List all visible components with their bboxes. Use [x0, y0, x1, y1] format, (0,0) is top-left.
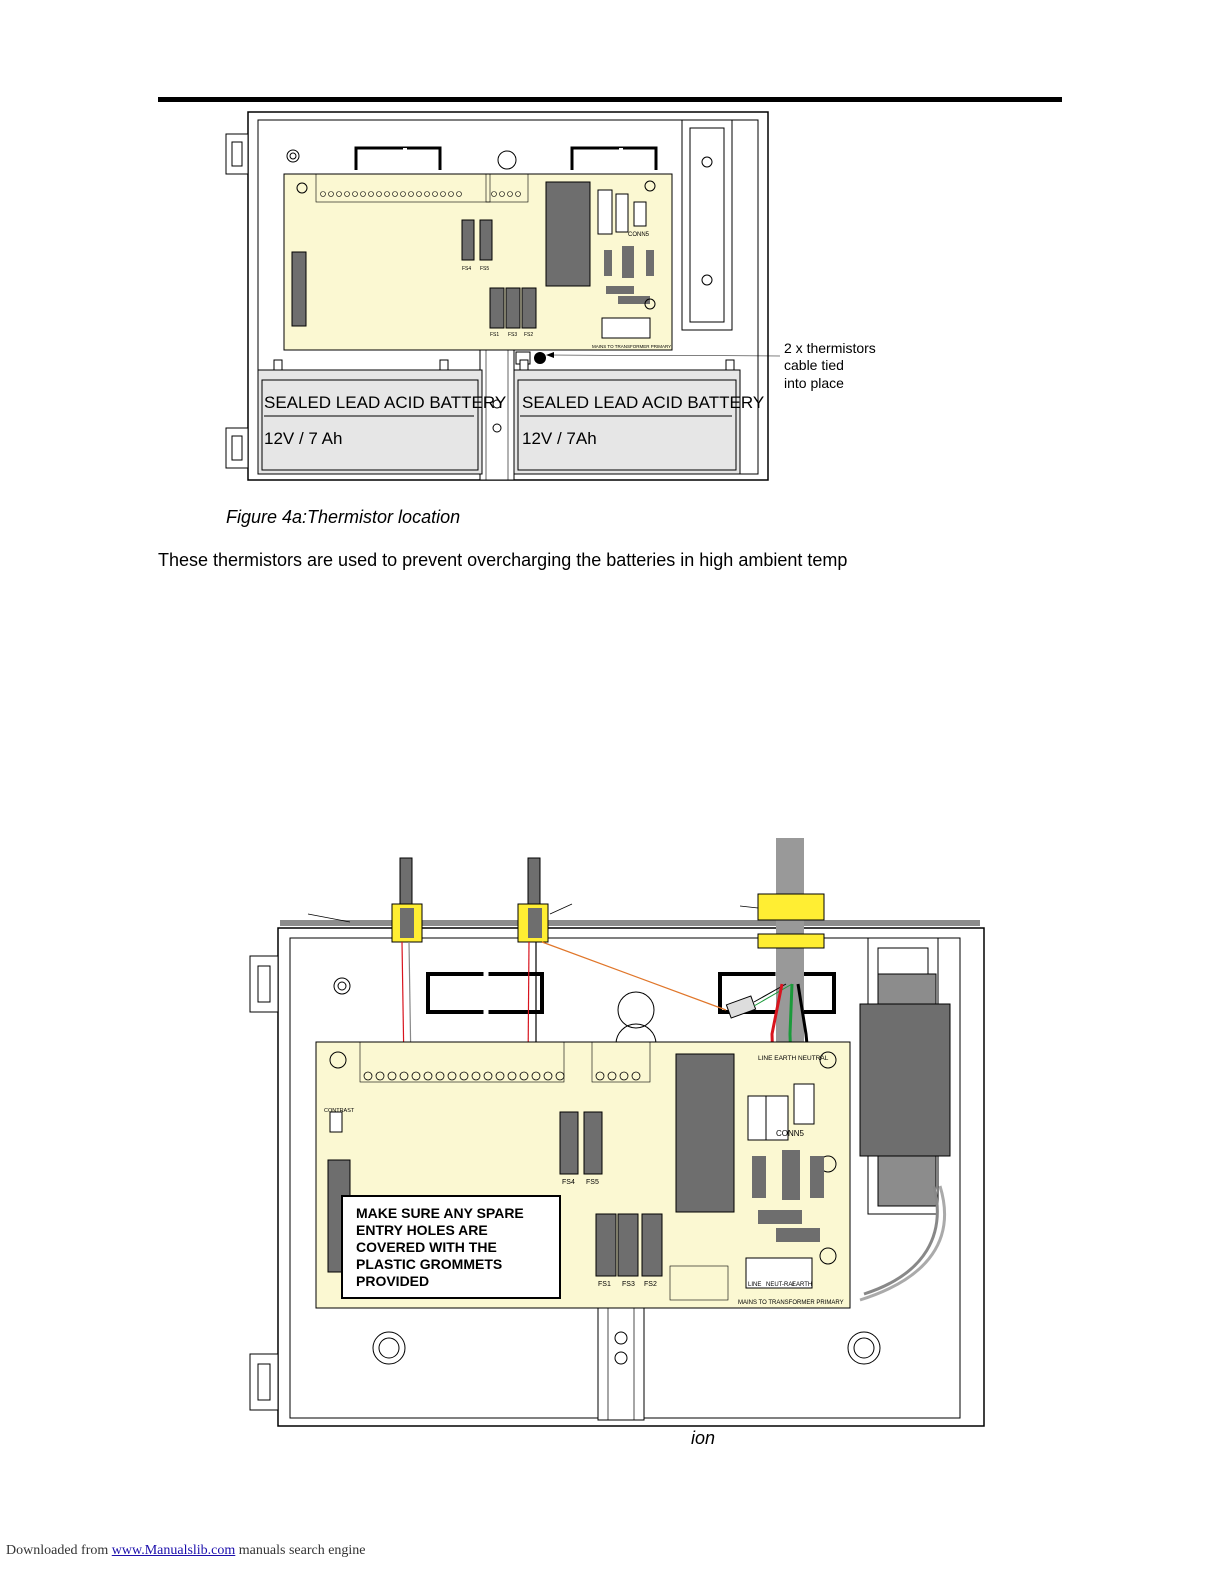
figure-cable-entry	[246, 834, 992, 1430]
thermistor-annotation-line1: 2 x thermistors	[784, 340, 876, 356]
battery-right-rating: 12V / 7Ah	[522, 429, 597, 448]
warning-line-1: MAKE SURE ANY SPARE	[356, 1205, 524, 1221]
warning-line-3: COVERED WITH THE	[356, 1239, 497, 1255]
battery-left-rating: 12V / 7 Ah	[264, 429, 343, 448]
fig1-mains-label: MAINS TO TRANSFORMER PRIMARY	[592, 344, 672, 349]
fig2-line-label: LINE	[748, 1282, 762, 1288]
fig1-fs3-label: FS3	[508, 332, 518, 338]
fig2-contrast-label: CONTRAST	[324, 1108, 355, 1114]
fig2-fs2-label: FS2	[644, 1281, 657, 1288]
fig2-header-label: LINE EARTH NEUTRAL	[758, 1055, 829, 1062]
fig1-fs4-label: FS4	[462, 266, 472, 272]
footer-suffix: manuals search engine	[235, 1543, 366, 1558]
fig1-fs2-label: FS2	[524, 332, 534, 338]
thermistor-annotation-line3: into place	[784, 375, 844, 391]
fig2-earth-label: EARTH	[792, 1282, 813, 1288]
fig1-fs5-label: FS5	[480, 266, 490, 272]
header-rule	[158, 97, 1062, 102]
warning-line-2: ENTRY HOLES ARE	[356, 1222, 488, 1238]
body-paragraph: These thermistors are used to prevent overcharging the batteries in high ambient temp	[158, 550, 848, 570]
thermistor-annotation-line2: cable tied	[784, 357, 844, 373]
figure-thermistor-location	[220, 108, 900, 486]
fig2-mains-label: MAINS TO TRANSFORMER PRIMARY	[738, 1300, 844, 1306]
battery-left-title: SEALED LEAD ACID BATTERY	[264, 393, 507, 412]
figure-caption-2: ion	[691, 1428, 716, 1448]
footer-link[interactable]: www.Manualslib.com	[111, 1543, 236, 1558]
fig2-fs3-label: FS3	[622, 1281, 635, 1288]
fig1-conn5-label: CONN5	[628, 232, 650, 238]
fig2-neutral-label: NEUT-RAL	[766, 1282, 796, 1288]
figure-caption-1: Figure 4a:Thermistor location	[226, 507, 461, 527]
fig2-fs1-label: FS1	[598, 1281, 611, 1288]
warning-line-5: PROVIDED	[356, 1273, 430, 1289]
fig2-fs4-label: FS4	[562, 1179, 575, 1186]
fig2-conn5-label: CONN5	[776, 1129, 805, 1138]
fig2-fs5-label: FS5	[586, 1179, 599, 1186]
footer-prefix: Downloaded from	[6, 1543, 112, 1558]
fig1-fs1-label: FS1	[490, 332, 500, 338]
battery-right-title: SEALED LEAD ACID BATTERY	[522, 393, 765, 412]
warning-line-4: PLASTIC GROMMETS	[356, 1256, 503, 1272]
footer	[6, 1543, 366, 1559]
